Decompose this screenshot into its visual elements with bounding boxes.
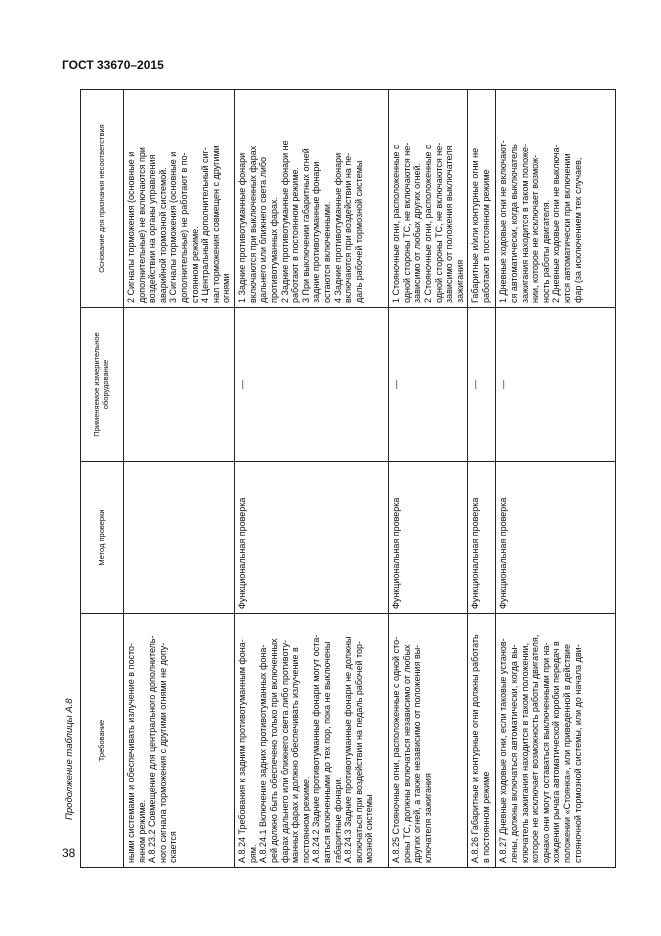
- cell-text-line: аварийной тормозной системой.: [157, 167, 168, 303]
- cell-text-line: дополнительные) не работают в по-: [179, 152, 190, 303]
- cell-text-line: одной стороны ТС, не включаются не-: [401, 142, 412, 303]
- cell-text-line: остаются включенными.: [321, 201, 332, 303]
- equipment-cell: —: [496, 308, 616, 462]
- cell-text-line: зажигания: [454, 259, 465, 303]
- cell-text-line: Габаритные и/или контурные огни не: [470, 147, 481, 303]
- cell-text-line: янном режиме.: [136, 799, 147, 863]
- cell-text-line: одной стороны ТС, не включаются не-: [433, 142, 444, 303]
- cell-text-line: 1 Задние противотуманные фонари: [237, 152, 248, 303]
- table-row: [235, 90, 389, 868]
- requirement-cell: [496, 614, 616, 868]
- cell-text-line: 2 Стояночные огни, расположенные с: [422, 144, 433, 303]
- cell-text-line: 2 Дневные ходовые огни не выключа-: [551, 144, 562, 303]
- cell-text-line: зажигания находится в таком положе-: [519, 144, 530, 303]
- cell-text-line: 2 Задние противотуманные фонари не: [279, 140, 290, 303]
- column-header-equipment: Применяемое измерительное оборудование: [81, 308, 124, 462]
- cell-text-line: ются автоматически при включении: [562, 153, 573, 303]
- cell-text-line: ключатель зажигания находится в таком положении,: [519, 642, 530, 863]
- cell-text-line: нии, которое не исключает возмож-: [530, 154, 541, 303]
- requirement-cell: [389, 614, 468, 868]
- cell-text-line: манных фарах и должно обеспечивать излучение в: [290, 647, 301, 863]
- cell-text-line: рям.: [247, 844, 258, 863]
- cell-text-line: других огней, а также независимо от положения вы-: [412, 644, 423, 863]
- reason-cell: [389, 90, 468, 308]
- requirement-cell: [124, 614, 235, 868]
- cell-text-line: ность работы двигателя.: [540, 199, 551, 303]
- cell-text-line: в постоянном режиме: [480, 771, 491, 863]
- table-row: [468, 90, 496, 868]
- cell-text-line: фарах дальнего или ближнего света либо противоту-: [279, 639, 290, 863]
- reason-cell: [468, 90, 496, 308]
- cell-text-line: мозной системы: [364, 794, 375, 863]
- cell-text-line: положении «Стоянка», или приведенной в действие: [562, 644, 573, 863]
- cell-text-line: 2 Сигналы торможения (основные и: [126, 151, 136, 303]
- column-header-method: Метод проверки: [81, 462, 124, 614]
- cell-text-line: однако они могут оставаться выключенными при на-: [540, 642, 551, 863]
- equipment-cell: [124, 308, 235, 462]
- cell-text-line: лены, должны включаться автоматически, когда вы-: [508, 644, 519, 863]
- reason-cell: [124, 90, 235, 308]
- method-cell: [124, 462, 235, 614]
- cell-text-line: А.8.24.1 Включение задних противотуманных фона-: [258, 644, 269, 863]
- cell-text-line: 1 Стояночные огни, расположенные с: [391, 144, 402, 303]
- cell-text-line: дальнего или ближнего света либо: [258, 156, 269, 303]
- cell-text-line: габаритные фонари.: [332, 776, 343, 863]
- cell-text-line: ся автоматически, когда выключатель: [508, 144, 519, 303]
- cell-text-line: скается: [168, 831, 179, 863]
- cell-text-line: которое не исключает возможность работы двигателя,: [530, 634, 541, 863]
- cell-text-line: стояночной тормозной системы, или до начала дви-: [572, 644, 583, 863]
- cell-text-line: ключателя зажигания: [422, 773, 433, 863]
- cell-text-line: 1 Дневные ходовые огни не включают-: [498, 140, 509, 303]
- method-cell: Функциональная проверка: [389, 462, 468, 614]
- document-header: ГОСТ 33670–2015: [62, 58, 164, 72]
- table-body: [124, 90, 616, 868]
- cell-text-line: роны ТС, должны включаться независимо от любых: [401, 644, 412, 863]
- requirements-table: [80, 89, 616, 868]
- cell-text-line: зависимо от любых других огней.: [412, 163, 423, 303]
- column-header-reason: Основание для признания несоответствия: [81, 90, 124, 308]
- page-number: 38: [62, 846, 76, 860]
- cell-text-line: постоянном режиме.: [300, 776, 311, 863]
- cell-text-line: 4 Задние противотуманные фонари: [332, 152, 343, 303]
- cell-text-line: противотуманных фарах.: [268, 197, 279, 303]
- cell-text-line: А.8.27 Дневные ходовые огни, если таковые установ-: [498, 638, 509, 863]
- cell-text-line: рей должно быть обеспечено только при включенных: [268, 638, 279, 863]
- cell-text-line: фар (за исключением тех случаев,: [572, 157, 583, 303]
- cell-text-line: А.8.25 Стояночные огни, расположенные с одной сто-: [391, 636, 402, 863]
- cell-text-line: включаются при выключенных фарах: [247, 145, 258, 303]
- cell-text-line: нал торможения совмещен с другими: [210, 145, 221, 303]
- cell-text-line: воздействии на органы управления: [147, 154, 158, 303]
- cell-text-line: работают в постоянном режиме: [480, 169, 491, 303]
- equipment-cell: —: [389, 308, 468, 462]
- equipment-cell: —: [468, 308, 496, 462]
- cell-text-line: ного сигнала торможения с другими огнями не допу-: [157, 642, 168, 863]
- requirement-cell: [468, 614, 496, 868]
- cell-text-line: А.8.26 Габаритные и контурные огни должны работать: [470, 634, 481, 863]
- cell-text-line: даль рабочей тормозной системы: [353, 160, 364, 303]
- cell-text-line: 3 Сигналы торможения (основные и: [168, 151, 179, 303]
- cell-text-line: А.8.23.2 Совмещение для центрального дополнитель-: [147, 635, 158, 863]
- cell-text-line: дополнительные) не включаются при: [136, 147, 147, 303]
- reason-cell: [235, 90, 389, 308]
- cell-text-line: А.8.24.2 Задние противотуманные фонари могут оста-: [311, 634, 322, 863]
- method-cell: Функциональная проверка: [468, 462, 496, 614]
- cell-text-line: ваться включенными до тех пор, пока не выключены: [321, 641, 332, 863]
- cell-text-line: огнями: [221, 273, 232, 303]
- cell-text-line: 4 Центральный дополнительный сиг-: [200, 147, 211, 303]
- cell-text-line: А.8.24.3 Задние противотуманные фонари не должны: [343, 636, 354, 863]
- cell-text-line: 3 При выключении габаритных огней: [300, 148, 311, 303]
- cell-text-line: зависимо от положения выключателя: [444, 145, 455, 303]
- method-cell: Функциональная проверка: [235, 462, 389, 614]
- table-row: [124, 90, 235, 868]
- table-caption: Продолжение таблицы А.8: [64, 698, 75, 820]
- cell-text-line: включаются при воздействии на пе-: [343, 152, 354, 303]
- table-row: [496, 90, 616, 868]
- cell-text-line: стоянном режиме.: [189, 226, 200, 303]
- cell-text-line: хождении рычага автоматической коробки передач в: [551, 641, 562, 863]
- column-header-requirement: Требование: [81, 614, 124, 868]
- cell-text-line: А.8.24 Требования к задним противотуманным фона-: [237, 639, 248, 863]
- requirement-cell: [235, 614, 389, 868]
- method-cell: Функциональная проверка: [496, 462, 616, 614]
- cell-text-line: ными системами и обеспечивать излучение в посто-: [126, 643, 136, 863]
- cell-text-line: задние противотуманные фонари: [311, 161, 322, 303]
- table-header-row: [81, 90, 124, 868]
- equipment-cell: —: [235, 308, 389, 462]
- reason-cell: [496, 90, 616, 308]
- table-row: [389, 90, 468, 868]
- cell-text-line: включаться при воздействии на педаль рабочей тор-: [353, 640, 364, 863]
- rotated-table-wrapper: [80, 90, 604, 868]
- cell-text-line: работают в постоянном режиме.: [290, 166, 301, 303]
